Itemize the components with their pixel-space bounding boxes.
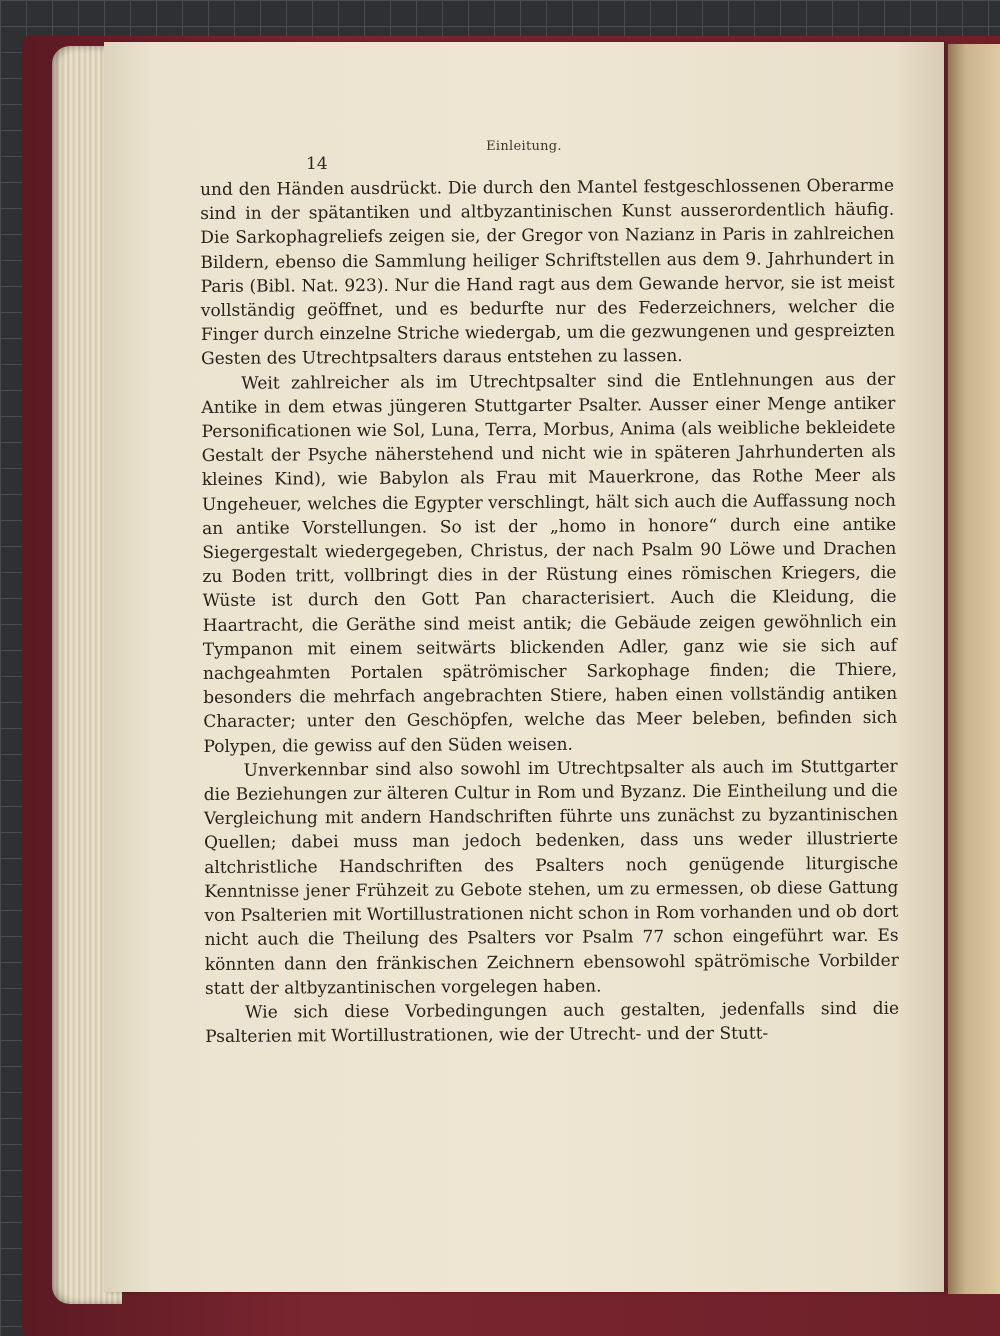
paragraph: Unverkennbar sind also sowohl im Utrechtpsalter als auch im Stuttgarter die Beziehungen zur älteren Cultur in Rom und Byzanz. Die Eintheilung und die Vergleichung mit andern Handschriften führte uns zunächst zu byzantinischen Quellen; dabei muss man jedoch bedenken, dass uns weder illustrierte altchristliche Handschriften des Psalters noch genügende liturgische Kenntnisse jener Frühzeit zu Gebote stehen, um zu ermessen, ob diese Gattung von Psalterien mit Wortillustrationen nicht schon in Rom vorhanden und ob dort nicht auch die Theilung des Psalters vor Psalm 77 schon eingeführt war. Es könnten dann den fränkischen Zeichnern ebensowohl spätrömische Vorbilder statt der altbyzantinischen vorgelegen haben. bbox=[203, 756, 899, 999]
running-head: Einleitung. bbox=[486, 139, 562, 154]
paragraph: Weit zahlreicher als im Utrechtpsalter sind die Entlehnungen aus der Antike in dem etwas jüngeren Stuttgarter Psalter. Ausser einer Menge antiker Personificationen wie Sol, Luna, Terra, Morbus, Anima (als weibliche bekleidete Gestalt der Psyche näherstehend und nicht wie in späteren Jahrhunderten als kleines Kind), wie Babylon als Frau mit Mauerkrone, das Rothe Meer als Ungeheuer, welches die Egypter verschlingt, hält sich auch die Auffassung noch an antike Vorstellungen. So ist der „homo in honore“ durch eine antike Siegergestalt wiedergegeben, Christus, der nach Psalm 90 Löwe und Drachen zu Boden tritt, vollbringt dies in der Rüstung eines römischen Kriegers, die Wüste ist durch den Gott Pan characterisiert. Auch die Kleidung, die Haartracht, die Geräthe sind meist antik; die Gebäude zeigen gewöhnlich ein Tympanon mit einem seitwärts blickenden Adler, ganz wie sie sich auf nachgeahmten Portalen spätrömischer Sarkophage finden; die Thiere, besonders die mehrfach angebrachten Stiere, haben einen vollständig antiken Character; unter den Geschöpfen, welche das Meer beleben, befinden sich Polypen, die gewiss auf den Süden weisen. bbox=[201, 369, 898, 757]
facing-page-edge bbox=[948, 44, 1000, 1294]
page-number: 14 bbox=[306, 154, 328, 174]
paragraph: und den Händen ausdrückt. Die durch den Mantel festgeschlossenen Oberarme sind in der spätantiken und altbyzantinischen Kunst ausserordentlich häufig. Die Sarkophagreliefs zeigen sie, der Gregor von Nazianz in Paris in zahlreichen Bildern, ebenso die Sammlung heiliger Schriftstellen aus dem 9. Jahrhundert in Paris (Bibl. Nat. 923). Nur die Hand ragt aus dem Gewande hervor, sie ist meist vollständig geöffnet, und es bedurfte nur des Federzeichners, welcher die Finger durch einzelne Striche wiedergab, um die gezwungenen und gespreizten Gesten des Utrechtpsalters daraus entstehen zu lassen. bbox=[200, 175, 896, 370]
paragraph: Wie sich diese Vorbedingungen auch gestalten, jedenfalls sind die Psalterien mit Wortillustrationen, wie der Utrecht- und der Stutt- bbox=[205, 998, 900, 1048]
body-text bbox=[200, 174, 900, 1098]
